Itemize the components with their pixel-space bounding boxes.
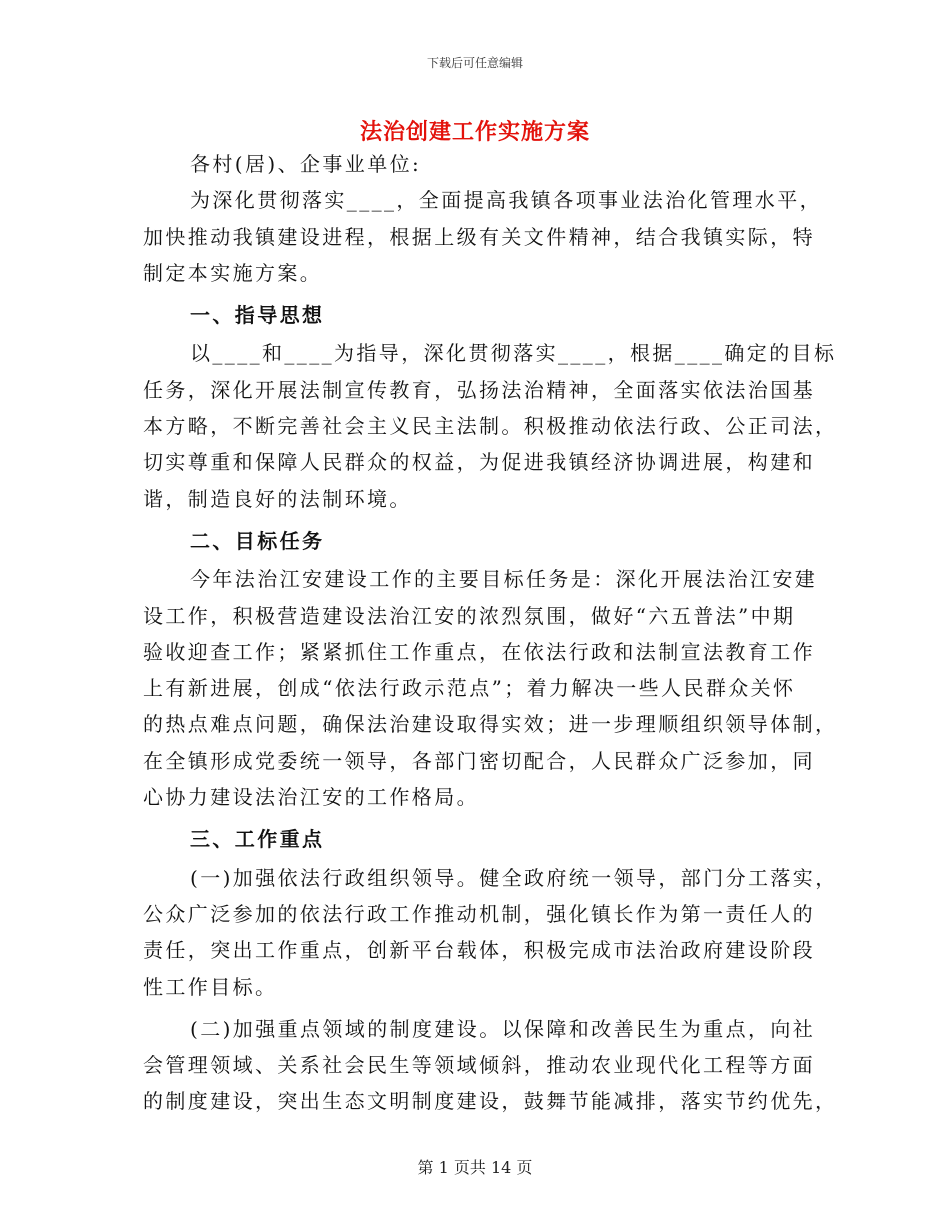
section-heading-guiding-ideology: 一、指导思想 [190, 303, 325, 328]
intro-line: 加快推动我镇建设进程，根据上级有关文件精神，结合我镇实际，特 [143, 224, 815, 249]
page-header-note: 下载后可任意编辑 [426, 56, 523, 70]
paragraph-line: 本方略，不断完善社会主义民主法制。积极推动依法行政、公正司法， [143, 414, 838, 439]
paragraph-line: 上有新进展，创成“依法行政示范点”；着力解决一些人民群众关怀 [143, 676, 796, 701]
paragraph-line: 切实尊重和保障人民群众的权益，为促进我镇经济协调进展，构建和 [143, 450, 815, 475]
paragraph-line: 心协力建设法治江安的工作格局。 [143, 785, 479, 810]
paragraph-line: 会管理领域、关系社会民生等领域倾斜，推动农业现代化工程等方面 [143, 1053, 815, 1078]
goals-paragraph [143, 561, 838, 815]
paragraph-line: 任务，深化开展法制宣传教育，弘扬法治精神，全面落实依法治国基 [143, 377, 815, 402]
key-work-paragraph-1 [143, 860, 838, 1005]
paragraph-line: 的热点难点问题，确保法治建设取得实效；进一步理顺组织领导体制， [143, 712, 838, 737]
paragraph-line: 在全镇形成党委统一领导，各部门密切配合，人民群众广泛参加，同 [143, 748, 815, 773]
paragraph-line: 的制度建设，突出生态文明制度建设，鼓舞节能减排，落实节约优先， [143, 1089, 838, 1114]
paragraph-line: (一)加强依法行政组织领导。健全政府统一领导，部门分工落实， [190, 865, 838, 890]
section-heading-key-work: 三、工作重点 [190, 827, 325, 852]
paragraph-line: 今年法治江安建设工作的主要目标任务是：深化开展法治江安建 [190, 567, 818, 592]
paragraph-line: 公众广泛参加的依法行政工作推动机制，强化镇长作为第一责任人的 [143, 901, 815, 926]
paragraph-line: 验收迎查工作；紧紧抓住工作重点，在依法行政和法制宣法教育工作 [143, 639, 815, 664]
paragraph-line: 以____和____为指导，深化贯彻落实____，根据____确定的目标 [190, 341, 837, 366]
intro-line: 为深化贯彻落实____，全面提高我镇各项事业法治化管理水平， [190, 188, 822, 213]
salutation: 各村(居)、企事业单位: [190, 152, 422, 176]
intro-paragraph [143, 182, 822, 291]
paragraph-line: 设工作，积极营造建设法治江安的浓烈氛围，做好“六五普法”中期 [143, 603, 796, 628]
paragraph-line: 责任，突出工作重点，创新平台载体，积极完成市法治政府建设阶段 [143, 938, 815, 963]
paragraph-line: (二)加强重点领域的制度建设。以保障和改善民生为重点，向社 [190, 1016, 816, 1041]
key-work-paragraph-2 [143, 1011, 838, 1120]
document-body [143, 146, 838, 1120]
document-title: 法治创建工作实施方案 [359, 120, 590, 145]
guiding-ideology-paragraph [143, 335, 838, 516]
paragraph-line: 性工作目标。 [143, 974, 278, 999]
paragraph-line: 谐，制造良好的法制环境。 [143, 486, 412, 511]
section-heading-goals: 二、目标任务 [190, 528, 325, 553]
page-number-footer: 第 1 页共 14 页 [417, 1158, 533, 1177]
intro-line: 制定本实施方案。 [143, 260, 323, 285]
